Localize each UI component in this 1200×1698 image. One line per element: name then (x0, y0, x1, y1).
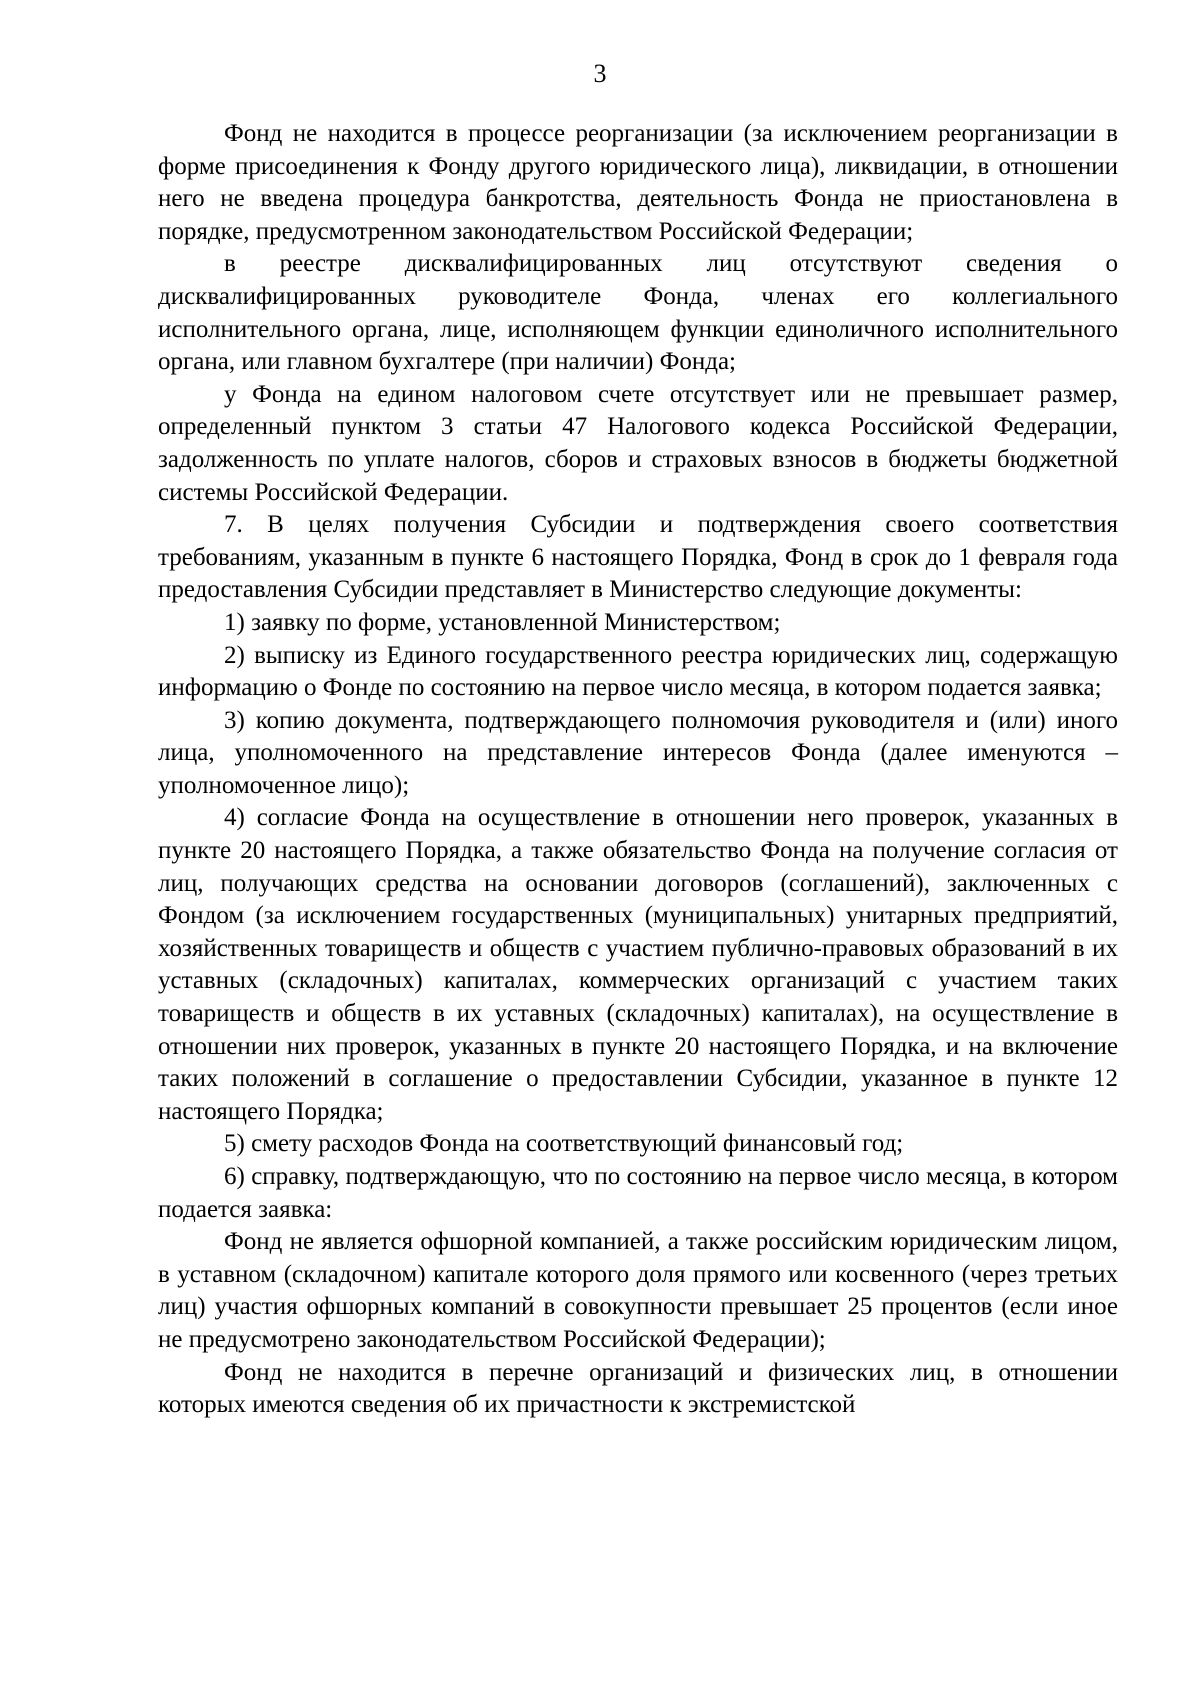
list-item-1-application: 1) заявку по форме, установленной Министерством; (224, 608, 781, 636)
paragraph-disqualified-registry: в реестре дисквалифицированных лиц отсутствуют сведения о дисквалифицированных руководителе Фонда, членах его коллегиального исполнительного органа, лице, исполняющем функции единоличного исполнительного органа, или главном бухгалтере (при наличии) Фонда; (158, 250, 1118, 376)
paragraph-not-extremist-list: Фонд не находится в перечне организаций и физических лиц, в отношении которых имеются сведения об их причастности к экстремистской (158, 1358, 1118, 1419)
paragraph-tax-debt: у Фонда на едином налоговом счете отсутствует или не превышает размер, определенный пунктом 3 статьи 47 Налогового кодекса Российской Федерации, задолженность по уплате налогов, сборов и страховых взносов в бюджеты бюджетной системы Российской Федерации. (158, 380, 1118, 506)
paragraph-not-offshore: Фонд не является офшорной компанией, а также российским юридическим лицом, в уставном (складочном) капитале которого доля прямого или косвенного (через третьих лиц) участия офшорных компаний в совокупности превышает 25 процентов (если иное не предусмотрено законодательством Российской Федерации); (158, 1228, 1118, 1353)
list-item-3-authority-copy: 3) копию документа, подтверждающего полномочия руководителя и (или) иного лица, уполномоченного на представление интересов Фонда (далее именуются – уполномоченное лицо); (158, 706, 1118, 799)
paragraph-item-7-documents: 7. В целях получения Субсидии и подтверждения своего соответствия требованиям, указанным в пункте 6 настоящего Порядка, Фонд в срок до 1 февраля года предоставления Субсидии представляет в Министерство следующие документы: (158, 511, 1118, 604)
list-item-4-consent: 4) согласие Фонда на осуществление в отношении него проверок, указанных в пункте 20 настоящего Порядка, а также обязательство Фонда на получение согласия от лиц, получающих средства на основании договоров (соглашений), заключенных с Фондом (за исключением государственных (муниципальных) унитарных предприятий, хозяйственных товариществ и обществ с участием публично-правовых образований в их уставных (складочных) капиталах, коммерческих организаций с участием таких товариществ и обществ в их уставных (складочных) капиталах), на осуществление в отношении них проверок, указанных в пункте 20 настоящего Порядка, и на включение таких положений в соглашение о предоставлении Субсидии, указанное в пункте 12 настоящего Порядка; (158, 804, 1118, 1125)
document-body (158, 118, 1118, 1422)
list-item-2-registry-extract: 2) выписку из Единого государственного реестра юридических лиц, содержащую информацию о Фонде по состоянию на первое число месяца, в котором подается заявка; (158, 641, 1118, 702)
page-number: 3 (593, 59, 607, 88)
paragraph-fund-not-reorganizing: Фонд не находится в процессе реорганизации (за исключением реорганизации в форме присоединения к Фонду другого юридического лица), ликвидации, в отношении него не введена процедура банкротства, деятельность Фонда не приостановлена в порядке, предусмотренном законодательством Российской Федерации; (158, 120, 1118, 245)
list-item-6-certificate: 6) справку, подтверждающую, что по состоянию на первое число месяца, в котором подается заявка: (158, 1163, 1118, 1223)
list-item-5-budget-estimate: 5) смету расходов Фонда на соответствующий финансовый год; (224, 1130, 904, 1158)
